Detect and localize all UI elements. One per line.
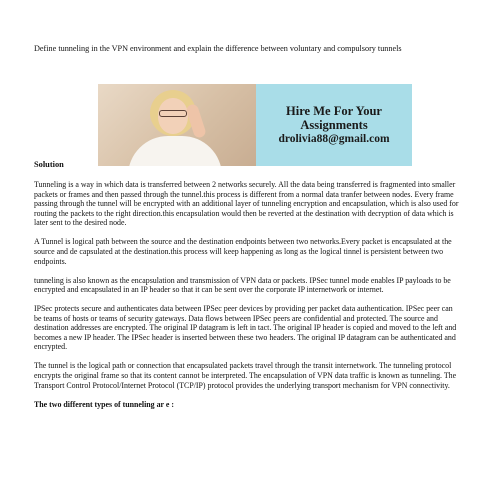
banner-line-1: Hire Me For Your: [286, 103, 382, 118]
banner-email: drolivia88@gmail.com: [278, 132, 390, 145]
solution-body: [34, 180, 462, 419]
photo-shirt: [128, 136, 222, 166]
paragraph-3: tunneling is also known as the encapsulation and transmission of VPN data or packets. IPSec tunnel mode enables IP payloads to be encrypted and encapsulated in an IP header so that it can be sent over the corporate IP internetwork or internet.: [34, 275, 451, 295]
woman-with-glasses-photo: [98, 84, 256, 166]
paragraph-4: IPSec protects secure and authenticates data between IPSec peer devices by providing per packet data authentication. IPSec peer can be teams of hosts or teams of security gateways. Data flows between IPSec peers are confidential and protected. The source and destination addresses are encrypted. The original IP datagram is left in tact. The original IP header is copied and moved to the left and becomes a new IP header. The IPSec header is inserted between these two headers. The original IP datagram can be authenticated and encrypted.: [34, 304, 457, 352]
question-text: Define tunneling in the VPN environment and explain the difference between voluntary and compulsory tunnels: [34, 44, 402, 53]
banner-ad-text: [256, 84, 412, 166]
paragraph-1: Tunneling is a way in which data is transferred between 2 networks securely. All the data being transferred is fragmented into smaller packets or frames and then passed through the tunnel.this process is different from a normal data tranfer between nodes. Every frame passing through the tunnel will be encrypted with an additional layer of tunneling encryption and encapsulation, which is also used for routing the packets to the right direction.this encapsulation would then be reverted at the destination with decryption of data which is later sent to the desired node.: [34, 180, 459, 228]
hire-me-banner: [98, 84, 412, 166]
banner-line-2: Assignments: [300, 117, 368, 132]
solution-heading: Solution: [34, 160, 64, 169]
glasses-icon: [159, 110, 187, 117]
types-heading: The two different types of tunneling ar e :: [34, 399, 174, 409]
paragraph-2: A Tunnel is logical path between the source and the destination endpoints between two networks.Every packet is encapsulated at the source and de capsulated at the destination.this process will keep happening as long as the logical tinnel is persistent between two endpoints.: [34, 237, 452, 266]
paragraph-5: The tunnel is the logical path or connection that encapsulated packets travel through the transit internetwork. The tunneling protocol encrypts the original frame so that its content cannot be interpreted. The encapsulation of VPN data traffic is known as tunneling. The Transport Control Protocol/Internet Protocol (TCP/IP) protocol provides the underlying transport mechanism for VPN connectivity.: [34, 361, 457, 390]
